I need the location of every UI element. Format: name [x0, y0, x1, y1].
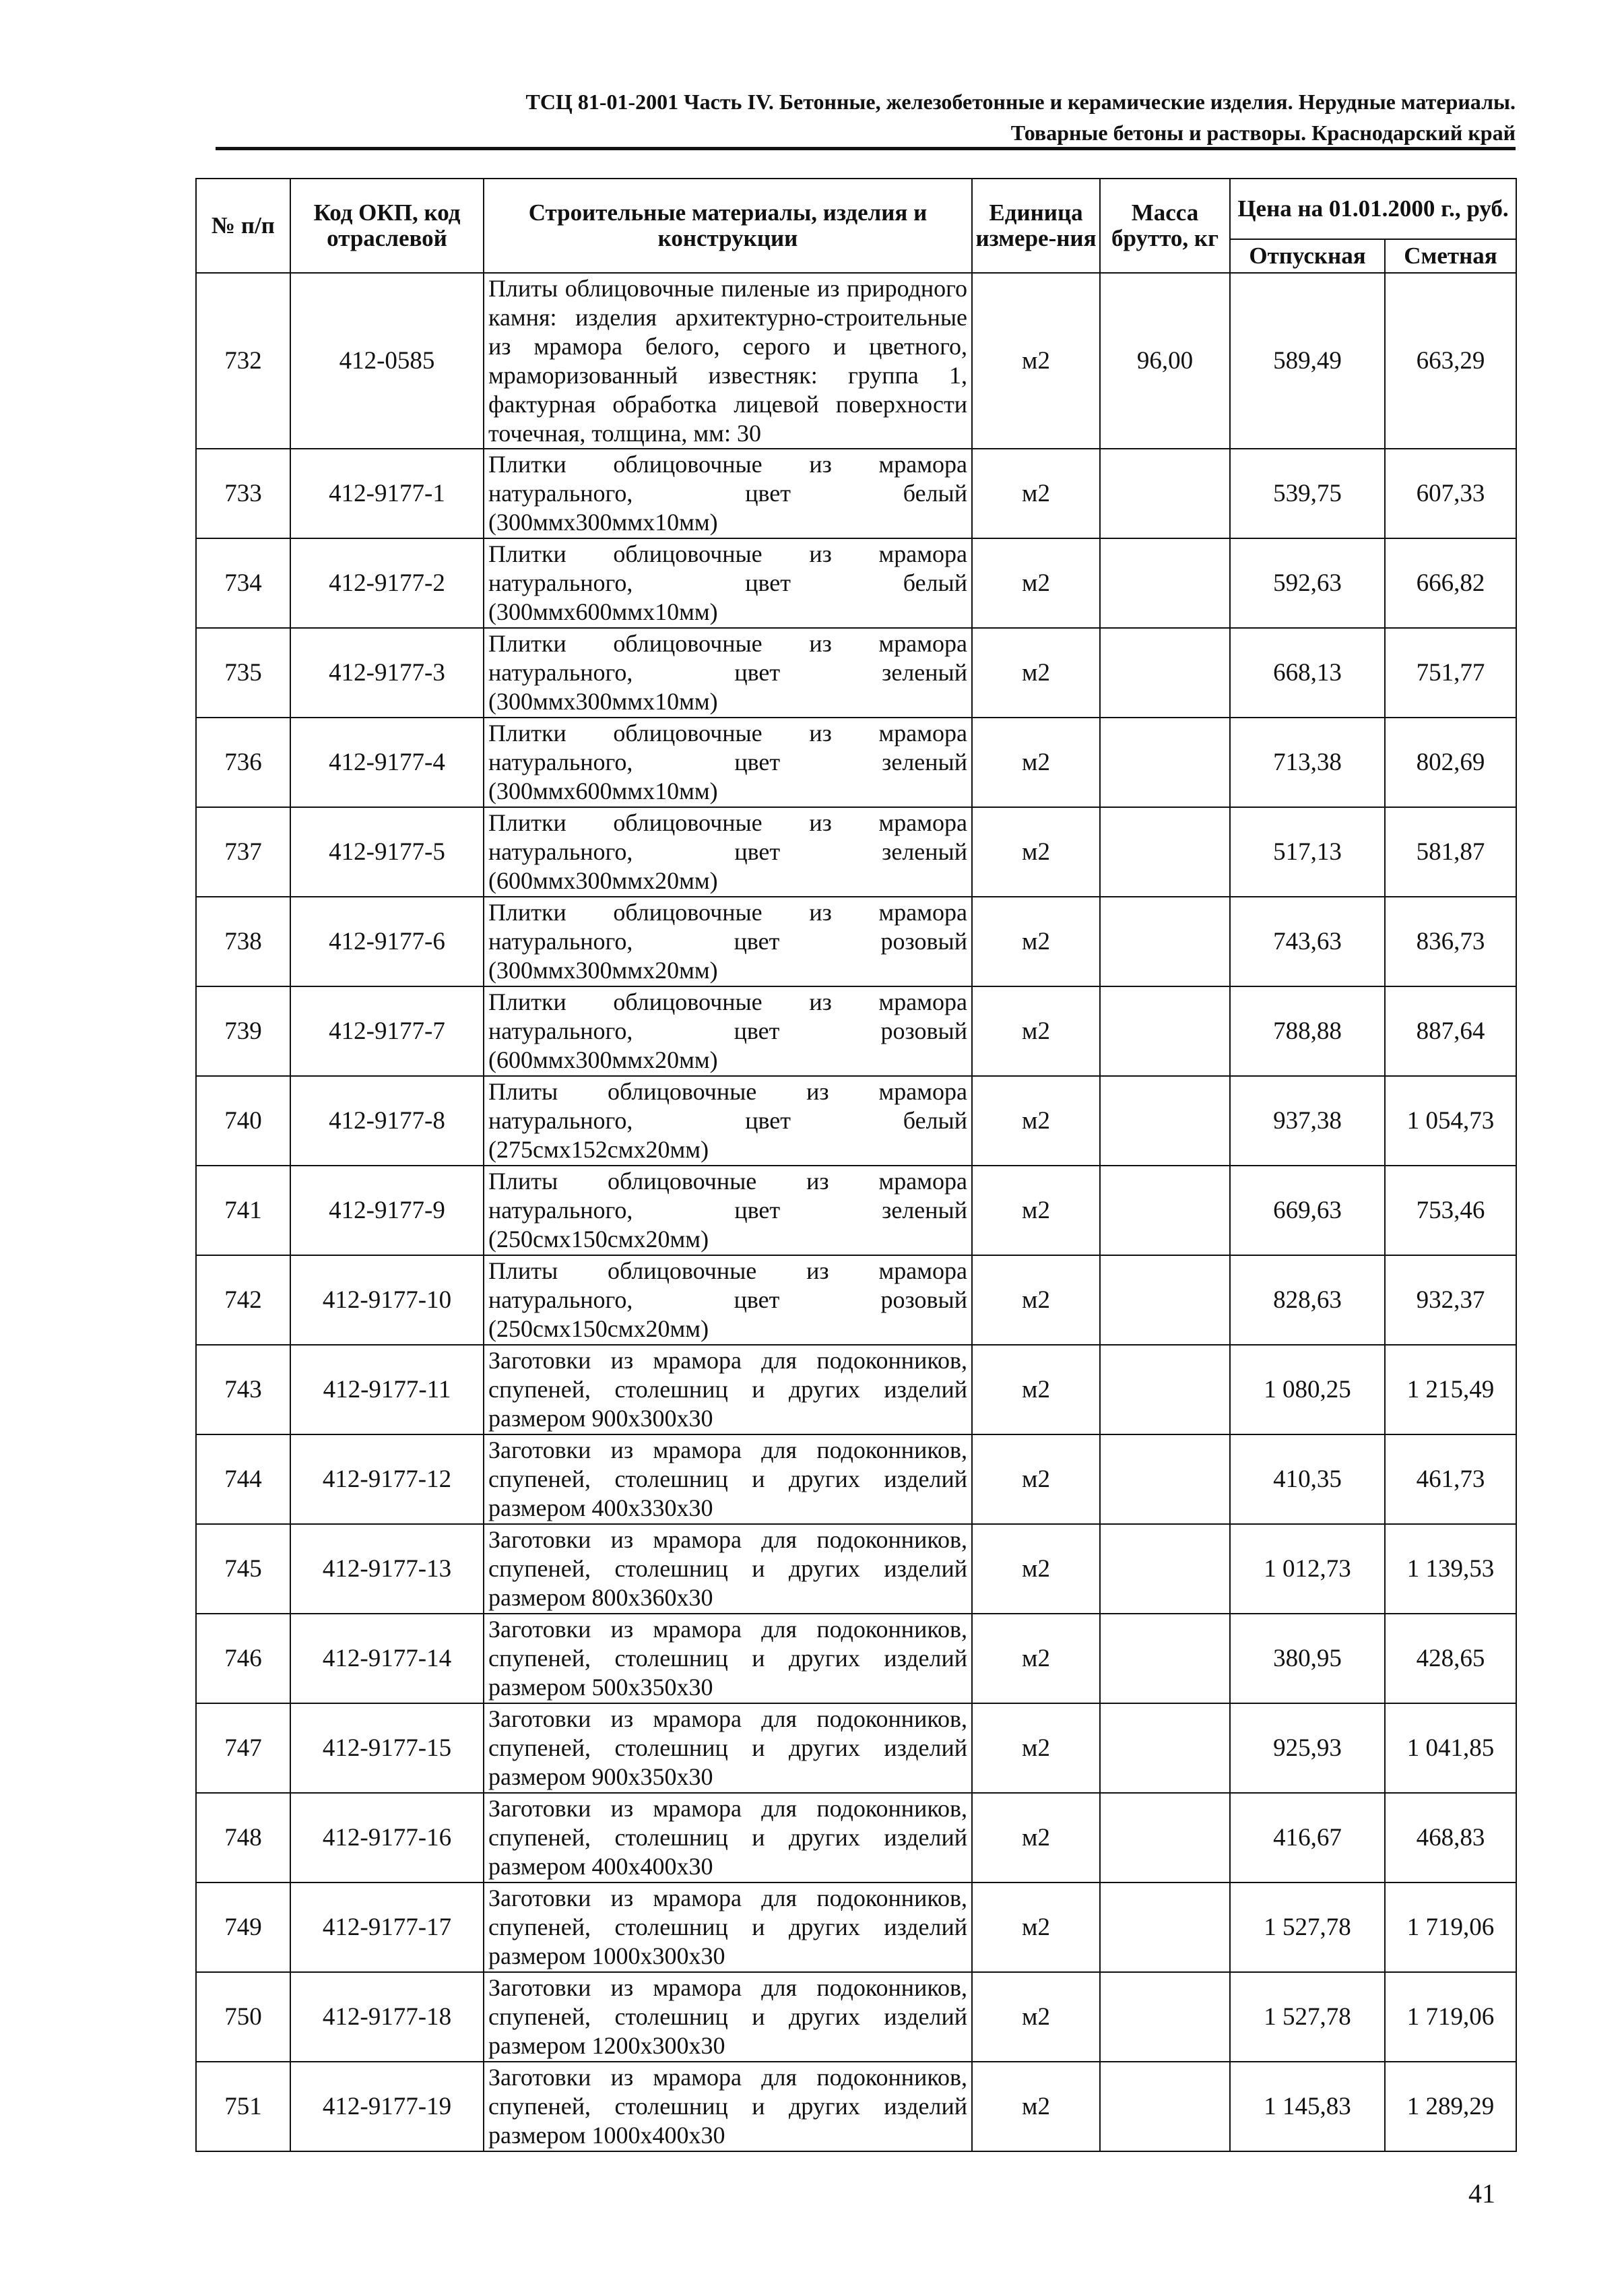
table-row: [196, 628, 1516, 718]
row-number: 732: [196, 273, 290, 449]
table-row: [196, 1434, 1516, 1524]
unit-of-measure: м2: [972, 1703, 1100, 1793]
gross-mass: [1100, 1345, 1230, 1434]
unit-of-measure: м2: [972, 1345, 1100, 1434]
gross-mass: [1100, 897, 1230, 986]
estimate-price: 1 719,06: [1385, 1972, 1516, 2062]
estimate-price: 581,87: [1385, 807, 1516, 897]
material-description: Заготовки из мрамора для подоконников, спупеней, столешниц и других изделий размером 1000х300х30: [484, 1882, 972, 1972]
material-description: Плитки облицовочные из мрамора натурального, цвет зеленый (300ммх300ммх10мм): [484, 628, 972, 718]
row-number: 747: [196, 1703, 290, 1793]
okp-code: 412-9177-15: [290, 1703, 484, 1793]
okp-code: 412-9177-9: [290, 1166, 484, 1255]
table-row: [196, 2062, 1516, 2151]
gross-mass: 96,00: [1100, 273, 1230, 449]
header-rule: [216, 147, 1516, 150]
estimate-price: 1 719,06: [1385, 1882, 1516, 1972]
estimate-price: 753,46: [1385, 1166, 1516, 1255]
material-description: Плиты облицовочные из мрамора натурального, цвет зеленый (250смх150смх20мм): [484, 1166, 972, 1255]
okp-code: 412-9177-17: [290, 1882, 484, 1972]
gross-mass: [1100, 986, 1230, 1076]
row-number: 746: [196, 1614, 290, 1703]
okp-code: 412-9177-2: [290, 538, 484, 628]
unit-of-measure: м2: [972, 449, 1100, 538]
unit-of-measure: м2: [972, 897, 1100, 986]
row-number: 751: [196, 2062, 290, 2151]
material-description: Плиты облицовочные пиленые из природного камня: изделия архитектурно-строительные из мрамора белого, серого и цветного, мраморизованный известняк: группа 1, фактурная обработка лицевой поверхности точечная, толщина, мм: 30: [484, 273, 972, 449]
okp-code: 412-9177-18: [290, 1972, 484, 2062]
release-price: 380,95: [1230, 1614, 1385, 1703]
okp-code: 412-9177-3: [290, 628, 484, 718]
release-price: 1 080,25: [1230, 1345, 1385, 1434]
okp-code: 412-9177-8: [290, 1076, 484, 1166]
gross-mass: [1100, 628, 1230, 718]
table-row: [196, 1255, 1516, 1345]
unit-of-measure: м2: [972, 1614, 1100, 1703]
unit-of-measure: м2: [972, 1434, 1100, 1524]
row-number: 737: [196, 807, 290, 897]
gross-mass: [1100, 718, 1230, 807]
table-row: [196, 807, 1516, 897]
row-number: 743: [196, 1345, 290, 1434]
gross-mass: [1100, 1434, 1230, 1524]
release-price: 1 145,83: [1230, 2062, 1385, 2151]
row-number: 741: [196, 1166, 290, 1255]
okp-code: 412-9177-5: [290, 807, 484, 897]
material-description: Плитки облицовочные из мрамора натурального, цвет зеленый (600ммх300ммх20мм): [484, 807, 972, 897]
material-description: Плитки облицовочные из мрамора натурального, цвет зеленый (300ммх600ммх10мм): [484, 718, 972, 807]
estimate-price: 468,83: [1385, 1793, 1516, 1882]
column-header-price-group: Цена на 01.01.2000 г., руб.: [1230, 179, 1516, 239]
table-row: [196, 1166, 1516, 1255]
release-price: 592,63: [1230, 538, 1385, 628]
estimate-price: 1 041,85: [1385, 1703, 1516, 1793]
gross-mass: [1100, 1076, 1230, 1166]
table-row: [196, 1614, 1516, 1703]
release-price: 1 527,78: [1230, 1882, 1385, 1972]
estimate-price: 663,29: [1385, 273, 1516, 449]
okp-code: 412-9177-16: [290, 1793, 484, 1882]
estimate-price: 1 215,49: [1385, 1345, 1516, 1434]
okp-code: 412-9177-12: [290, 1434, 484, 1524]
unit-of-measure: м2: [972, 1166, 1100, 1255]
release-price: 713,38: [1230, 718, 1385, 807]
column-header-unit: Единица измере-ния: [972, 179, 1100, 273]
release-price: 743,63: [1230, 897, 1385, 986]
column-header-code: Код ОКП, код отраслевой: [290, 179, 484, 273]
table-body: [196, 273, 1516, 2151]
okp-code: 412-9177-1: [290, 449, 484, 538]
table-row: [196, 273, 1516, 449]
price-table: [195, 178, 1517, 2152]
okp-code: 412-9177-10: [290, 1255, 484, 1345]
gross-mass: [1100, 1793, 1230, 1882]
column-header-mass: Масса брутто, кг: [1100, 179, 1230, 273]
row-number: 742: [196, 1255, 290, 1345]
table-row: [196, 1703, 1516, 1793]
gross-mass: [1100, 1524, 1230, 1614]
estimate-price: 802,69: [1385, 718, 1516, 807]
estimate-price: 1 289,29: [1385, 2062, 1516, 2151]
estimate-price: 461,73: [1385, 1434, 1516, 1524]
material-description: Заготовки из мрамора для подоконников, спупеней, столешниц и других изделий размером 900х300х30: [484, 1345, 972, 1434]
row-number: 745: [196, 1524, 290, 1614]
release-price: 589,49: [1230, 273, 1385, 449]
estimate-price: 607,33: [1385, 449, 1516, 538]
estimate-price: 751,77: [1385, 628, 1516, 718]
material-description: Плитки облицовочные из мрамора натурального, цвет розовый (300ммх300ммх20мм): [484, 897, 972, 986]
table-row: [196, 1793, 1516, 1882]
estimate-price: 1 054,73: [1385, 1076, 1516, 1166]
table-row: [196, 538, 1516, 628]
release-price: 937,38: [1230, 1076, 1385, 1166]
okp-code: 412-9177-13: [290, 1524, 484, 1614]
unit-of-measure: м2: [972, 1255, 1100, 1345]
release-price: 1 527,78: [1230, 1972, 1385, 2062]
column-header-estimate-price: Сметная: [1385, 239, 1516, 273]
okp-code: 412-9177-14: [290, 1614, 484, 1703]
unit-of-measure: м2: [972, 807, 1100, 897]
table-row: [196, 1972, 1516, 2062]
estimate-price: 932,37: [1385, 1255, 1516, 1345]
table-row: [196, 1882, 1516, 1972]
table-row: [196, 1524, 1516, 1614]
row-number: 744: [196, 1434, 290, 1524]
release-price: 925,93: [1230, 1703, 1385, 1793]
row-number: 748: [196, 1793, 290, 1882]
gross-mass: [1100, 538, 1230, 628]
okp-code: 412-0585: [290, 273, 484, 449]
table-row: [196, 449, 1516, 538]
header-line-2: Товарные бетоны и растворы. Краснодарский край: [1010, 121, 1516, 145]
okp-code: 412-9177-6: [290, 897, 484, 986]
unit-of-measure: м2: [972, 2062, 1100, 2151]
material-description: Заготовки из мрамора для подоконников, спупеней, столешниц и других изделий размером 1200х300х30: [484, 1972, 972, 2062]
release-price: 828,63: [1230, 1255, 1385, 1345]
column-header-num: № п/п: [196, 179, 290, 273]
column-header-description: Строительные материалы, изделия и конструкции: [484, 179, 972, 273]
row-number: 734: [196, 538, 290, 628]
row-number: 733: [196, 449, 290, 538]
page-header: [216, 86, 1516, 148]
unit-of-measure: м2: [972, 718, 1100, 807]
gross-mass: [1100, 1882, 1230, 1972]
material-description: Плиты облицовочные из мрамора натурального, цвет белый (275смх152смх20мм): [484, 1076, 972, 1166]
unit-of-measure: м2: [972, 1076, 1100, 1166]
release-price: 1 012,73: [1230, 1524, 1385, 1614]
material-description: Заготовки из мрамора для подоконников, спупеней, столешниц и других изделий размером 400х330х30: [484, 1434, 972, 1524]
unit-of-measure: м2: [972, 1524, 1100, 1614]
material-description: Заготовки из мрамора для подоконников, спупеней, столешниц и других изделий размером 900х350х30: [484, 1703, 972, 1793]
gross-mass: [1100, 449, 1230, 538]
unit-of-measure: м2: [972, 1793, 1100, 1882]
unit-of-measure: м2: [972, 986, 1100, 1076]
material-description: Заготовки из мрамора для подоконников, спупеней, столешниц и других изделий размером 500х350х30: [484, 1614, 972, 1703]
okp-code: 412-9177-4: [290, 718, 484, 807]
gross-mass: [1100, 1703, 1230, 1793]
okp-code: 412-9177-19: [290, 2062, 484, 2151]
unit-of-measure: м2: [972, 1882, 1100, 1972]
table-row: [196, 986, 1516, 1076]
okp-code: 412-9177-7: [290, 986, 484, 1076]
release-price: 668,13: [1230, 628, 1385, 718]
table-row: [196, 897, 1516, 986]
table-header: [196, 179, 1516, 273]
release-price: 517,13: [1230, 807, 1385, 897]
unit-of-measure: м2: [972, 1972, 1100, 2062]
row-number: 749: [196, 1882, 290, 1972]
estimate-price: 428,65: [1385, 1614, 1516, 1703]
unit-of-measure: м2: [972, 273, 1100, 449]
row-number: 738: [196, 897, 290, 986]
material-description: Плитки облицовочные из мрамора натурального, цвет белый (300ммх300ммх10мм): [484, 449, 972, 538]
material-description: Плиты облицовочные из мрамора натурального, цвет розовый (250смх150смх20мм): [484, 1255, 972, 1345]
estimate-price: 1 139,53: [1385, 1524, 1516, 1614]
gross-mass: [1100, 807, 1230, 897]
gross-mass: [1100, 1972, 1230, 2062]
gross-mass: [1100, 2062, 1230, 2151]
material-description: Заготовки из мрамора для подоконников, спупеней, столешниц и других изделий размером 1000х400х30: [484, 2062, 972, 2151]
table-row: [196, 1076, 1516, 1166]
unit-of-measure: м2: [972, 628, 1100, 718]
material-description: Плитки облицовочные из мрамора натурального, цвет розовый (600ммх300ммх20мм): [484, 986, 972, 1076]
estimate-price: 836,73: [1385, 897, 1516, 986]
release-price: 539,75: [1230, 449, 1385, 538]
unit-of-measure: м2: [972, 538, 1100, 628]
page-number: 41: [1468, 2178, 1495, 2209]
material-description: Заготовки из мрамора для подоконников, спупеней, столешниц и других изделий размером 400х400х30: [484, 1793, 972, 1882]
release-price: 669,63: [1230, 1166, 1385, 1255]
estimate-price: 666,82: [1385, 538, 1516, 628]
gross-mass: [1100, 1166, 1230, 1255]
material-description: Плитки облицовочные из мрамора натурального, цвет белый (300ммх600ммх10мм): [484, 538, 972, 628]
table-row: [196, 718, 1516, 807]
header-line-1: ТСЦ 81-01-2001 Часть IV. Бетонные, железобетонные и керамические изделия. Нерудные материалы.: [525, 90, 1516, 114]
estimate-price: 887,64: [1385, 986, 1516, 1076]
release-price: 416,67: [1230, 1793, 1385, 1882]
table-row: [196, 1345, 1516, 1434]
column-header-release-price: Отпускная: [1230, 239, 1385, 273]
release-price: 788,88: [1230, 986, 1385, 1076]
release-price: 410,35: [1230, 1434, 1385, 1524]
row-number: 736: [196, 718, 290, 807]
row-number: 735: [196, 628, 290, 718]
gross-mass: [1100, 1255, 1230, 1345]
okp-code: 412-9177-11: [290, 1345, 484, 1434]
gross-mass: [1100, 1614, 1230, 1703]
row-number: 740: [196, 1076, 290, 1166]
row-number: 750: [196, 1972, 290, 2062]
row-number: 739: [196, 986, 290, 1076]
material-description: Заготовки из мрамора для подоконников, спупеней, столешниц и других изделий размером 800х360х30: [484, 1524, 972, 1614]
